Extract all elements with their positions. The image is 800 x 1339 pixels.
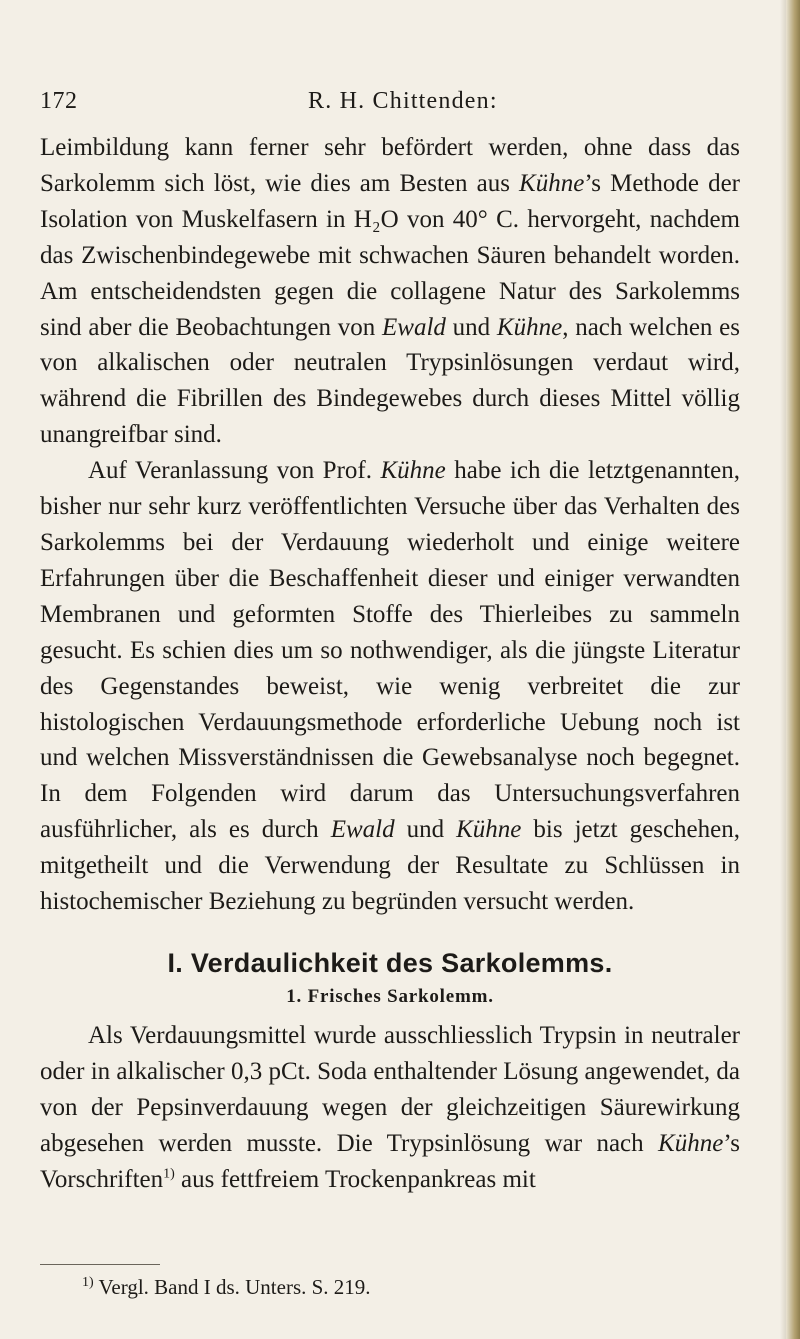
footnote xyxy=(82,1274,722,1300)
author-name: Kühne xyxy=(456,816,522,844)
author-name: Ewald xyxy=(382,313,446,341)
text-run: habe ich die letztgenannten, bisher nur sehr kurz veröffentlichten Versuche über das Verhalten des Sarkolemms bei der Verdauung wiederholt und einige weitere Erfahrungen über die Beschaffenheit dieser und einiger verwandten Membranen und geformten Stoffe des Thierleibes zu sammeln gesucht. Es schien dies um so nothwendiger, als die jüngste Literatur des Gegenstandes beweist, wie wenig verbreitet die zur histologischen Verdauungsmethode erforderliche Uebung noch ist und welchen Missverständnissen die Gewebsanalyse noch begegnet. In dem Folgenden wird darum das Untersuchungsverfahren ausführlicher, als es durch xyxy=(40,457,740,844)
text-run: Auf Veranlassung von Prof. xyxy=(88,457,381,485)
footnote-reference: 1) xyxy=(163,1166,175,1182)
paragraph-1 xyxy=(40,130,740,453)
section-heading: I. Verdaulichkeit des Sarkolemms. xyxy=(167,947,613,978)
text-run: bis jetzt geschehen, mitgetheilt und die Verwendung der Resultate zu Schlüssen in histochemischer Beziehung zu begründen versucht werden. xyxy=(40,816,741,916)
text-run: ’s Methode der Isolation von Muskelfasern in H₂O von 40° C. hervorgeht, nachdem das Zwischenbindegewebe mit schwachen Säuren behandelt worden. Am entscheidendsten gegen die collagene Natur des Sarkolemms sind aber die Beobachtungen von xyxy=(40,169,740,341)
text-run: , nach welchen es von alkalischen oder neutralen Trypsinlösungen verdaut wird, während die Fibrillen des Bindegewebes durch dieses Mittel völlig unangreifbar sind. xyxy=(40,313,740,449)
paragraph-2 xyxy=(40,453,740,920)
text-run: Leimbildung kann ferner sehr befördert werden, ohne dass das Sarkolemm sich löst, wie dies am Besten aus xyxy=(40,134,740,197)
text-run: ’s Vorschriften xyxy=(40,1129,740,1193)
footnote-rule xyxy=(40,1264,160,1265)
page-number: 172 xyxy=(40,88,78,114)
author-name: Ewald xyxy=(330,816,395,844)
text-run: aus fettfreiem Trockenpankreas mit xyxy=(174,1165,536,1193)
text-run: Als Verdauungsmittel wurde ausschliesslich Trypsin in neutraler oder in alkalischer 0,3 pCt. Soda enthaltender Lösung angewendet, da von der Pepsinverdauung wegen der gleichzeitigen Säurewirkung abgesehen werden musste. Die Trypsinlösung war nach xyxy=(40,1021,740,1157)
page-header xyxy=(40,88,740,118)
page-edge xyxy=(786,0,800,1339)
author-name: Kühne xyxy=(380,457,446,485)
text-run: und xyxy=(394,816,457,844)
author-name: Kühne xyxy=(519,169,585,197)
running-head: R. H. Chittenden: xyxy=(308,88,498,114)
paragraph-3 xyxy=(40,1018,740,1198)
author-name: Kühne xyxy=(658,1129,724,1157)
body-text xyxy=(40,130,740,1197)
footnote-text: Vergl. Band I ds. Unters. S. 219. xyxy=(93,1275,371,1299)
text-run: und xyxy=(445,313,497,341)
subsection-heading: 1. Frisches Sarkolemm. xyxy=(286,985,494,1007)
author-name: Kühne xyxy=(496,313,563,341)
footnote-marker: 1) xyxy=(82,1275,94,1290)
